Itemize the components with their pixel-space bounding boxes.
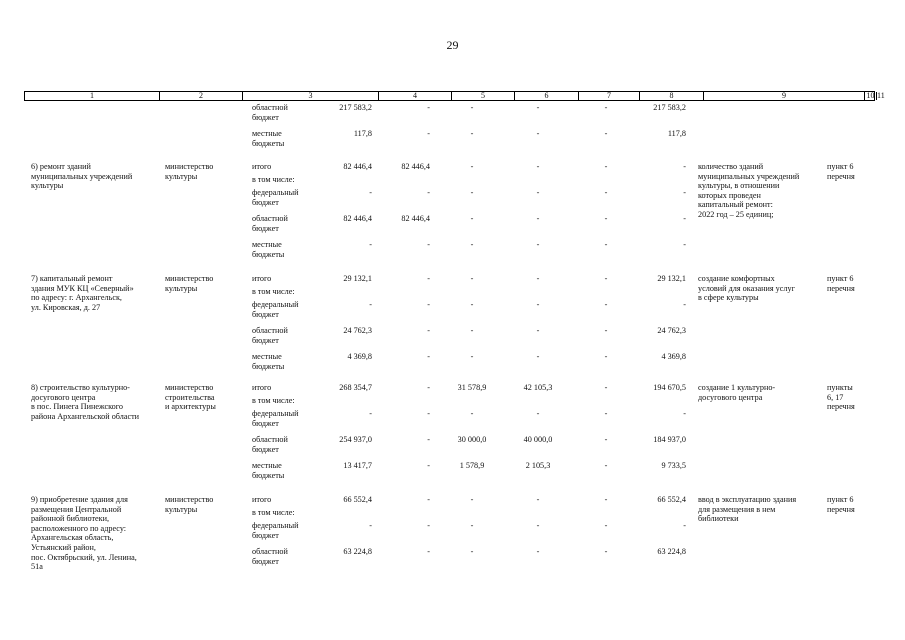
cell-year-4: - bbox=[604, 352, 608, 361]
cell-year-1: - bbox=[427, 409, 430, 418]
cell-year-4: - bbox=[604, 274, 608, 283]
cell-year-2: - bbox=[470, 326, 474, 335]
cell-year-3: - bbox=[536, 162, 540, 171]
cell-year-2: - bbox=[470, 547, 474, 556]
cell-year-5: 66 552,4 bbox=[657, 495, 686, 504]
cell-total: 117,8 bbox=[353, 129, 372, 138]
funding-source: итого bbox=[252, 383, 272, 392]
cell-year-4: - bbox=[604, 103, 608, 112]
column-header-4: 4 bbox=[378, 92, 451, 100]
cell-year-2: - bbox=[470, 188, 474, 197]
column-header-11: 11 bbox=[877, 91, 885, 100]
cell-year-1: - bbox=[427, 240, 430, 249]
funding-source: местные бюджеты bbox=[252, 461, 285, 480]
funding-source: в том числе: bbox=[252, 508, 295, 517]
cell-year-1: - bbox=[427, 274, 430, 283]
funding-source: областной бюджет bbox=[252, 435, 288, 454]
funding-source: местные бюджеты bbox=[252, 129, 285, 148]
funding-source: местные бюджеты bbox=[252, 352, 285, 371]
cell-year-2: - bbox=[470, 129, 474, 138]
cell-year-2: - bbox=[470, 274, 474, 283]
cell-year-3: - bbox=[536, 352, 540, 361]
cell-year-1: - bbox=[427, 352, 430, 361]
cell-total: - bbox=[369, 240, 372, 249]
cell-total: 13 417,7 bbox=[343, 461, 372, 470]
funding-source: федеральный бюджет bbox=[252, 300, 299, 319]
cell-year-5: - bbox=[683, 188, 686, 197]
cell-year-3: 2 105,3 bbox=[525, 461, 551, 470]
cell-year-5: 217 583,2 bbox=[653, 103, 686, 112]
column-header-9: 9 bbox=[703, 92, 864, 100]
cell-year-2: 1 578,9 bbox=[459, 461, 485, 470]
cell-total: 82 446,4 bbox=[343, 214, 372, 223]
reference: пункты 6, 17 перечня bbox=[827, 383, 855, 412]
reference: пункт 6 перечня bbox=[827, 162, 855, 181]
column-header-10: 10 bbox=[864, 92, 876, 100]
cell-total: - bbox=[369, 521, 372, 530]
funding-source: в том числе: bbox=[252, 175, 295, 184]
cell-year-3: - bbox=[536, 240, 540, 249]
column-header-8: 8 bbox=[639, 92, 703, 100]
cell-year-4: - bbox=[604, 521, 608, 530]
cell-year-3: - bbox=[536, 103, 540, 112]
cell-year-3: - bbox=[536, 214, 540, 223]
cell-year-2: - bbox=[470, 521, 474, 530]
executor: министерство культуры bbox=[165, 274, 214, 293]
cell-total: 268 354,7 bbox=[339, 383, 372, 392]
cell-year-3: - bbox=[536, 326, 540, 335]
cell-total: 24 762,3 bbox=[343, 326, 372, 335]
cell-year-4: - bbox=[604, 214, 608, 223]
cell-year-4: - bbox=[604, 547, 608, 556]
column-header-1: 1 bbox=[90, 91, 94, 100]
cell-year-4: - bbox=[604, 495, 608, 504]
column-header-5: 5 bbox=[451, 92, 514, 100]
cell-total: 254 937,0 bbox=[339, 435, 372, 444]
activity-name: 6) ремонт зданий муниципальных учреждений культуры bbox=[31, 162, 133, 191]
cell-year-1: - bbox=[427, 435, 430, 444]
cell-year-1: - bbox=[427, 383, 430, 392]
cell-year-4: - bbox=[604, 162, 608, 171]
cell-year-1: - bbox=[427, 129, 430, 138]
cell-year-3: - bbox=[536, 547, 540, 556]
cell-total: 217 583,2 bbox=[339, 103, 372, 112]
cell-year-1: - bbox=[427, 521, 430, 530]
cell-total: - bbox=[369, 409, 372, 418]
cell-year-2: 31 578,9 bbox=[457, 383, 487, 392]
funding-source: федеральный бюджет bbox=[252, 521, 299, 540]
cell-year-1: 82 446,4 bbox=[401, 162, 430, 171]
cell-year-5: - bbox=[683, 214, 686, 223]
cell-year-4: - bbox=[604, 409, 608, 418]
cell-total: 82 446,4 bbox=[343, 162, 372, 171]
cell-total: 63 224,8 bbox=[343, 547, 372, 556]
cell-year-4: - bbox=[604, 240, 608, 249]
cell-year-3: - bbox=[536, 495, 540, 504]
cell-year-3: - bbox=[536, 300, 540, 309]
cell-year-3: - bbox=[536, 409, 540, 418]
cell-year-1: - bbox=[427, 326, 430, 335]
expected-result: количество зданий муниципальных учреждений культуры, в отношении которых проведен капитальный ремонт: 2022 год – 25 единиц; bbox=[698, 162, 800, 219]
cell-year-5: 63 224,8 bbox=[657, 547, 686, 556]
cell-year-2: - bbox=[470, 495, 474, 504]
cell-year-4: - bbox=[604, 461, 608, 470]
cell-year-5: - bbox=[683, 240, 686, 249]
column-header-row bbox=[24, 91, 885, 101]
cell-year-1: - bbox=[427, 300, 430, 309]
page-number: 29 bbox=[446, 38, 459, 52]
cell-year-2: 30 000,0 bbox=[457, 435, 487, 444]
cell-year-3: - bbox=[536, 274, 540, 283]
funding-source: федеральный бюджет bbox=[252, 188, 299, 207]
cell-total: 4 369,8 bbox=[347, 352, 372, 361]
cell-year-5: - bbox=[683, 300, 686, 309]
cell-year-5: 24 762,3 bbox=[657, 326, 686, 335]
funding-source: итого bbox=[252, 162, 272, 171]
cell-year-2: - bbox=[470, 409, 474, 418]
expected-result: создание комфортных условий для оказания услуг в сфере культуры bbox=[698, 274, 795, 303]
cell-year-5: - bbox=[683, 409, 686, 418]
cell-year-4: - bbox=[604, 383, 608, 392]
cell-year-5: 4 369,8 bbox=[661, 352, 686, 361]
funding-source: в том числе: bbox=[252, 287, 295, 296]
cell-year-3: 42 105,3 bbox=[523, 383, 553, 392]
funding-source: федеральный бюджет bbox=[252, 409, 299, 428]
executor: министерство культуры bbox=[165, 495, 214, 514]
executor: министерство строительства и архитектуры bbox=[165, 383, 216, 412]
cell-year-3: 40 000,0 bbox=[523, 435, 553, 444]
cell-year-5: 194 670,5 bbox=[653, 383, 686, 392]
cell-year-5: 9 733,5 bbox=[661, 461, 686, 470]
cell-total: 29 132,1 bbox=[343, 274, 372, 283]
funding-source: итого bbox=[252, 274, 272, 283]
cell-total: - bbox=[369, 300, 372, 309]
cell-year-5: 29 132,1 bbox=[657, 274, 686, 283]
cell-year-2: - bbox=[470, 352, 474, 361]
funding-source: областной бюджет bbox=[252, 214, 288, 233]
funding-source: областной бюджет bbox=[252, 326, 288, 345]
reference: пункт 6 перечня bbox=[827, 274, 855, 293]
cell-year-1: - bbox=[427, 495, 430, 504]
expected-result: ввод в эксплуатацию здания для размещения в нем библиотеки bbox=[698, 495, 797, 524]
cell-year-2: - bbox=[470, 162, 474, 171]
column-header-6: 6 bbox=[514, 92, 578, 100]
activity-name: 9) приобретение здания для размещения Центральной районной библиотеки, расположенного по адресу: Архангельская область, Устьянский район, пос. Октябрьский, ул. Ленина, 51а bbox=[31, 495, 137, 572]
cell-year-5: 184 937,0 bbox=[653, 435, 686, 444]
cell-year-1: - bbox=[427, 103, 430, 112]
column-header-2: 2 bbox=[159, 92, 242, 100]
funding-source: в том числе: bbox=[252, 396, 295, 405]
cell-year-2: - bbox=[470, 103, 474, 112]
cell-year-5: - bbox=[683, 162, 686, 171]
cell-year-2: - bbox=[470, 300, 474, 309]
cell-year-5: 117,8 bbox=[667, 129, 686, 138]
funding-source: областной бюджет bbox=[252, 547, 288, 566]
cell-year-3: - bbox=[536, 521, 540, 530]
cell-year-1: - bbox=[427, 188, 430, 197]
cell-year-2: - bbox=[470, 214, 474, 223]
funding-source: местные бюджеты bbox=[252, 240, 285, 259]
activity-name: 7) капитальный ремонт здания МУК КЦ «Северный» по адресу: г. Архангельск, ул. Кировская, д. 27 bbox=[31, 274, 134, 312]
funding-source: итого bbox=[252, 495, 272, 504]
cell-year-4: - bbox=[604, 435, 608, 444]
expected-result: создание 1 культурно- досугового центра bbox=[698, 383, 776, 402]
column-header-7: 7 bbox=[578, 92, 639, 100]
cell-year-3: - bbox=[536, 188, 540, 197]
cell-year-4: - bbox=[604, 326, 608, 335]
funding-source: областной бюджет bbox=[252, 103, 288, 122]
cell-year-3: - bbox=[536, 129, 540, 138]
cell-year-1: - bbox=[427, 547, 430, 556]
reference: пункт 6 перечня bbox=[827, 495, 855, 514]
cell-total: 66 552,4 bbox=[343, 495, 372, 504]
executor: министерство культуры bbox=[165, 162, 214, 181]
cell-year-1: - bbox=[427, 461, 430, 470]
column-header-3: 3 bbox=[242, 92, 378, 100]
cell-year-4: - bbox=[604, 300, 608, 309]
cell-year-1: 82 446,4 bbox=[401, 214, 430, 223]
cell-year-4: - bbox=[604, 129, 608, 138]
cell-year-5: - bbox=[683, 521, 686, 530]
activity-name: 8) строительство культурно- досугового центра в пос. Пинега Пинежского района Архангельской области bbox=[31, 383, 140, 421]
cell-total: - bbox=[369, 188, 372, 197]
cell-year-4: - bbox=[604, 188, 608, 197]
cell-year-2: - bbox=[470, 240, 474, 249]
